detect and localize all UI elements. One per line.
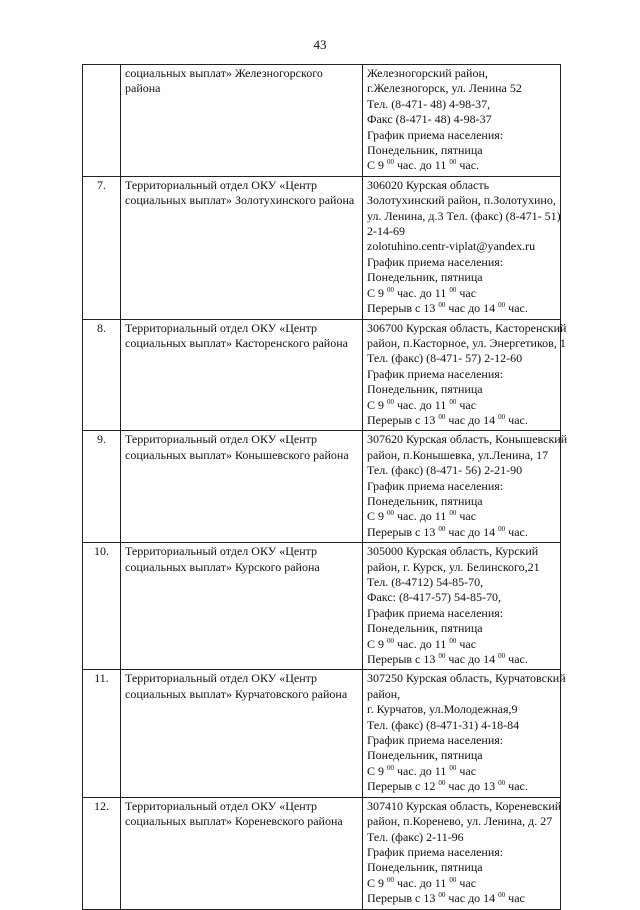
row-number: 12. [83, 797, 121, 909]
table-row [83, 319, 561, 431]
contact-line: 305000 Курская область, Курский [367, 544, 539, 559]
time-text: час. до 11 [394, 636, 450, 651]
contact-line: 307410 Курская область, Кореневский [367, 798, 562, 813]
office-name: Территориальный отдел ОКУ «Центр социальных выплат» Курчатовского района [121, 670, 363, 797]
contact-line [367, 398, 556, 413]
contact-line: Понедельник, пятница [367, 382, 483, 397]
time-text: Перерыв с 13 [367, 301, 439, 316]
time-superscript: 00 [449, 285, 457, 294]
contact-line: Железногорский район, [367, 66, 488, 80]
page-number: 43 [313, 37, 327, 52]
contact-line [367, 286, 556, 301]
contact-line: район, п.Касторное, ул. Энергетиков, 1 [367, 335, 566, 350]
table-row [83, 543, 561, 670]
time-text: час. [505, 779, 528, 794]
time-text: час. [456, 158, 480, 173]
contact-line [367, 652, 556, 667]
contact-line [367, 764, 556, 779]
contact-line: Тел. (факс) (8-471- 56) 2-21-90 [367, 463, 523, 478]
office-contacts [363, 176, 561, 319]
contact-line: район, п.Конышевка, ул.Ленина, 17 [367, 447, 549, 462]
office-name: Территориальный отдел ОКУ «Центр социальных выплат» Кореневского района [121, 797, 363, 909]
time-text: час до 14 [445, 301, 499, 316]
contact-line: Тел. (8-4712) 54-85-70, [367, 575, 484, 589]
contact-line: Понедельник, пятница [367, 621, 483, 636]
time-text: час. до 11 [394, 158, 450, 173]
time-text: час [505, 891, 525, 906]
contact-line: 306700 Курская область, Касторенский [367, 320, 567, 335]
time-text: С 9 [367, 158, 388, 173]
time-text: час. [505, 652, 528, 667]
contact-line: Понедельник, пятница [367, 493, 483, 508]
table-row [83, 65, 561, 177]
time-superscript: 00 [449, 509, 457, 518]
row-number: 11. [83, 670, 121, 797]
contact-line: район, г. Курск, ул. Белинского,21 [367, 559, 540, 574]
time-superscript: 00 [498, 412, 506, 421]
time-text: Перерыв с 13 [367, 524, 439, 539]
time-text: час [456, 397, 477, 412]
time-superscript: 00 [498, 301, 506, 310]
time-text: час до 14 [445, 412, 499, 427]
time-superscript: 00 [498, 524, 506, 533]
time-superscript: 00 [498, 652, 506, 661]
contact-line: График приема населения: [367, 844, 504, 859]
time-text: час. до 11 [394, 875, 450, 890]
contact-line: График приема населения: [367, 254, 504, 269]
office-contacts [363, 319, 567, 431]
contact-line [367, 637, 556, 652]
office-name: социальных выплат» Железногорского района [121, 65, 363, 177]
contact-line: Золотухинский район, п.Золотухино, [367, 193, 556, 208]
contact-line: г. Курчатов, ул.Молодежная,9 [367, 702, 518, 717]
row-number: 8. [83, 319, 121, 431]
contact-line [367, 876, 556, 891]
time-superscript: 00 [438, 891, 446, 900]
time-superscript: 00 [498, 891, 506, 900]
contact-line [367, 525, 556, 540]
contact-line: График приема населения: [367, 127, 504, 142]
time-superscript: 00 [387, 158, 395, 167]
time-text: час [456, 763, 477, 778]
contact-line [367, 779, 556, 794]
contact-line: Тел. (8-471- 48) 4-98-37, [367, 96, 491, 111]
time-superscript: 00 [387, 509, 395, 518]
time-superscript: 00 [387, 285, 395, 294]
contact-line [367, 891, 556, 906]
time-text: час. [505, 524, 528, 539]
contact-line: Тел. (факс) 2-11-96 [367, 829, 464, 844]
contact-line: район, п.Коренево, ул. Ленина, д. 27 [367, 814, 553, 829]
contact-line: 306020 Курская область [367, 177, 490, 192]
time-superscript: 00 [438, 412, 446, 421]
contact-line: Факс: (8-417-57) 54-85-70, [367, 590, 501, 605]
contact-line: Понедельник, пятница [367, 270, 483, 285]
contact-line [367, 301, 556, 316]
contact-line: График приема населения: [367, 478, 504, 493]
table-row [83, 797, 561, 909]
contact-line: г.Железногорск, ул. Ленина 52 [367, 81, 522, 96]
time-text: час. до 11 [394, 285, 450, 300]
contact-line: Факс (8-471- 48) 4-98-37 [367, 112, 492, 127]
time-superscript: 00 [387, 763, 395, 772]
row-number: 7. [83, 176, 121, 319]
time-text: час. [505, 301, 528, 316]
contact-line: Понедельник, пятница [367, 143, 483, 158]
time-text: час [456, 285, 477, 300]
time-text: час до 14 [445, 524, 499, 539]
time-superscript: 00 [438, 652, 446, 661]
office-name: Территориальный отдел ОКУ «Центр социальных выплат» Касторенского района [121, 319, 363, 431]
table-row [83, 176, 561, 319]
office-contacts [363, 797, 561, 909]
time-text: С 9 [367, 875, 388, 890]
row-number: 9. [83, 431, 121, 543]
time-text: Перерыв с 13 [367, 652, 439, 667]
time-text: С 9 [367, 763, 388, 778]
time-superscript: 00 [387, 875, 395, 884]
time-text: час до 14 [445, 891, 499, 906]
time-text: час. [505, 412, 528, 427]
time-text: С 9 [367, 397, 388, 412]
time-superscript: 00 [449, 158, 457, 167]
time-superscript: 00 [449, 636, 457, 645]
time-text: час. до 11 [394, 763, 450, 778]
contact-line: Понедельник, пятница [367, 748, 483, 763]
time-text: час. до 11 [394, 397, 450, 412]
table-row [83, 431, 561, 543]
contact-line: График приема населения: [367, 366, 504, 381]
office-name: Территориальный отдел ОКУ «Центр социальных выплат» Курского района [121, 543, 363, 670]
office-name: Территориальный отдел ОКУ «Центр социальных выплат» Золотухинского района [121, 176, 363, 319]
time-superscript: 00 [438, 524, 446, 533]
contact-line: Тел. (факс) (8-471-31) 4-18-84 [367, 717, 520, 732]
offices-table [82, 64, 568, 910]
office-contacts [363, 431, 568, 543]
time-superscript: 00 [438, 779, 446, 788]
time-text: С 9 [367, 509, 388, 524]
time-text: час [456, 875, 477, 890]
contact-line [367, 158, 556, 173]
row-number: 10. [83, 543, 121, 670]
contact-line: Понедельник, пятница [367, 860, 483, 875]
office-name: Территориальный отдел ОКУ «Центр социальных выплат» Конышевского района [121, 431, 363, 543]
contact-line: 2-14-69 [367, 224, 405, 239]
time-text: Перерыв с 12 [367, 779, 439, 794]
time-text: С 9 [367, 285, 388, 300]
time-superscript: 00 [438, 301, 446, 310]
time-superscript: 00 [498, 779, 506, 788]
office-contacts [363, 543, 561, 670]
time-text: час. до 11 [394, 509, 450, 524]
time-text: час до 14 [445, 652, 499, 667]
time-text: Перерыв с 13 [367, 891, 439, 906]
table-row [83, 670, 561, 797]
time-superscript: 00 [449, 763, 457, 772]
contact-line [367, 413, 556, 428]
office-contacts [363, 65, 561, 177]
time-superscript: 00 [449, 875, 457, 884]
contact-line: 307620 Курская область, Конышевский [367, 432, 568, 447]
contact-line: zolotuhino.centr-viplat@yandex.ru [367, 239, 536, 254]
contact-line [367, 509, 556, 524]
contact-line: График приема населения: [367, 605, 504, 620]
time-text: час до 13 [445, 779, 499, 794]
time-text: С 9 [367, 636, 388, 651]
contact-line: График приема населения: [367, 733, 504, 748]
time-superscript: 00 [387, 397, 395, 406]
contact-line: район, [367, 686, 401, 701]
time-superscript: 00 [449, 397, 457, 406]
contact-line: ул. Ленина, д.3 Тел. (факс) (8-471- 51) [367, 208, 561, 223]
time-text: час [456, 636, 477, 651]
time-text: час [456, 509, 477, 524]
contact-line: Тел. (факс) (8-471- 57) 2-12-60 [367, 351, 523, 366]
row-number [83, 65, 121, 177]
time-text: Перерыв с 13 [367, 412, 439, 427]
contact-line: 307250 Курская область, Курчатовский [367, 671, 566, 686]
time-superscript: 00 [387, 636, 395, 645]
office-contacts [363, 670, 566, 797]
